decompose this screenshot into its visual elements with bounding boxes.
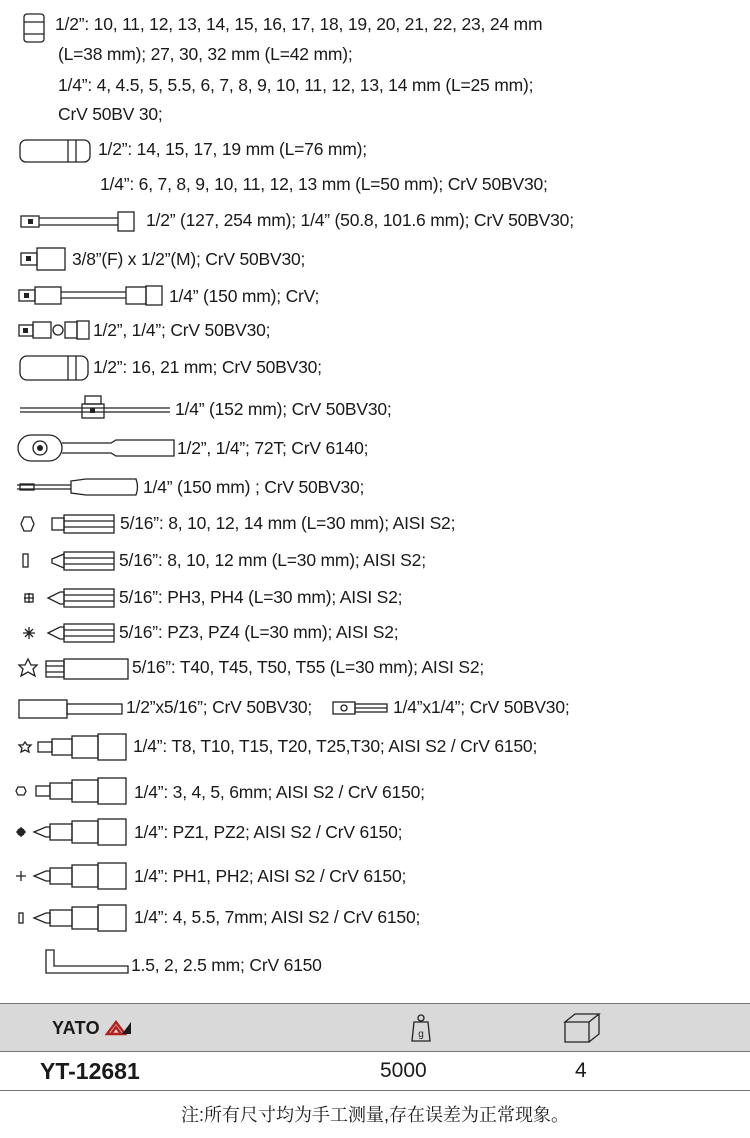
spec-line: 1/4”: 4, 5.5, 7mm; AISI S2 / CrV 6150; bbox=[134, 907, 421, 927]
spec-line: 1/4” (150 mm); CrV; bbox=[169, 286, 320, 306]
spark-plug-socket-icon bbox=[18, 354, 90, 382]
deep-socket-icon bbox=[18, 138, 92, 164]
spec-line: 5/16”: 8, 10, 12, 14 mm (L=30 mm); AISI S2; bbox=[120, 513, 456, 533]
slotted-bit-socket-icon bbox=[14, 904, 128, 932]
spec-line: 5/16”: PH3, PH4 (L=30 mm); AISI S2; bbox=[119, 587, 403, 607]
measurement-note: 注:所有尺寸均为手工测量,存在误差为正常现象。 bbox=[181, 1105, 569, 1125]
spec-line: 5/16”: 8, 10, 12 mm (L=30 mm); AISI S2; bbox=[119, 550, 426, 570]
spec-line: 1/2”: 14, 15, 17, 19 mm (L=76 mm); bbox=[98, 139, 367, 159]
spec-line: CrV 50BV 30; bbox=[58, 104, 163, 124]
pozidriv-bit-socket-icon bbox=[14, 818, 128, 846]
ratchet-icon bbox=[16, 433, 176, 463]
universal-joint-icon bbox=[18, 319, 90, 341]
phillips-bit-socket-icon bbox=[14, 862, 128, 890]
hex-key-icon bbox=[44, 948, 130, 976]
spec-line: 5/16”: T40, T45, T50, T55 (L=30 mm); AISI S2; bbox=[132, 657, 485, 677]
flexible-extension-icon bbox=[18, 284, 164, 306]
small-bit-adapter-icon bbox=[332, 699, 388, 717]
t-bar-handle-icon bbox=[18, 394, 172, 420]
pozidriv-bit-icon bbox=[18, 621, 116, 645]
spec-line: 3/8”(F) x 1/2”(M); CrV 50BV30; bbox=[72, 249, 306, 269]
spec-line: (L=38 mm); 27, 30, 32 mm (L=42 mm); bbox=[58, 44, 353, 64]
spec-line: 1/4”: PH1, PH2; AISI S2 / CrV 6150; bbox=[134, 866, 407, 886]
phillips-bit-icon bbox=[18, 586, 116, 610]
spec-line: 1/4”: PZ1, PZ2; AISI S2 / CrV 6150; bbox=[134, 822, 403, 842]
torx-bit-icon bbox=[18, 656, 130, 682]
spec-line: 1/4”: 3, 4, 5, 6mm; AISI S2 / CrV 6150; bbox=[134, 782, 425, 802]
socket-icon bbox=[22, 13, 46, 43]
weight-value: 5000 bbox=[380, 1059, 427, 1082]
brand-logo: YATO bbox=[52, 1018, 135, 1039]
spec-line: 1/2” (127, 254 mm); 1/4” (50.8, 101.6 mm); CrV 50BV30; bbox=[146, 210, 574, 230]
spec-line: 1.5, 2, 2.5 mm; CrV 6150 bbox=[131, 955, 322, 975]
spec-line: 5/16”: PZ3, PZ4 (L=30 mm); AISI S2; bbox=[119, 622, 399, 642]
torx-bit-socket-icon bbox=[18, 733, 128, 761]
spec-line: 1/4”: 6, 7, 8, 9, 10, 11, 12, 13 mm (L=50 mm); CrV 50BV30; bbox=[100, 174, 548, 194]
adapter-icon bbox=[20, 247, 66, 271]
spec-line: 1/2”: 16, 21 mm; CrV 50BV30; bbox=[93, 357, 322, 377]
spec-line: 1/4” (150 mm) ; CrV 50BV30; bbox=[143, 477, 365, 497]
spec-line: 1/2”, 1/4”; 72T; CrV 6140; bbox=[177, 438, 369, 458]
model-number: YT-12681 bbox=[40, 1058, 140, 1084]
spec-line: 1/2”: 10, 11, 12, 13, 14, 15, 16, 17, 18, 19, 20, 21, 22, 23, 24 mm bbox=[55, 14, 543, 34]
svg-text:g: g bbox=[418, 1029, 424, 1040]
extension-bar-icon bbox=[20, 210, 135, 232]
bit-holder-adapter-icon bbox=[18, 697, 124, 721]
spec-line: 1/4”: T8, T10, T15, T20, T25,T30; AISI S2 / CrV 6150; bbox=[133, 736, 538, 756]
spec-line: 1/4” (152 mm); CrV 50BV30; bbox=[175, 399, 392, 419]
hex-bit-socket-icon bbox=[14, 777, 128, 805]
slotted-bit-icon bbox=[18, 549, 116, 573]
weight-icon bbox=[410, 1013, 432, 1043]
table-row bbox=[0, 1052, 750, 1091]
box-icon bbox=[563, 1012, 601, 1044]
spec-line: 1/4”x1/4”; CrV 50BV30; bbox=[393, 697, 570, 717]
spec-line: 1/2”, 1/4”; CrV 50BV30; bbox=[93, 320, 271, 340]
screwdriver-handle-icon bbox=[16, 476, 140, 498]
quantity-value: 4 bbox=[575, 1059, 587, 1082]
spec-line: 1/4”: 4, 4.5, 5, 5.5, 6, 7, 8, 9, 10, 11, 12, 13, 14 mm (L=25 mm); bbox=[58, 75, 534, 95]
logo-mark-icon bbox=[105, 1020, 135, 1036]
table-header bbox=[0, 1003, 750, 1052]
hex-bit-icon bbox=[18, 512, 116, 536]
spec-line: 1/2”x5/16”; CrV 50BV30; bbox=[126, 697, 313, 717]
